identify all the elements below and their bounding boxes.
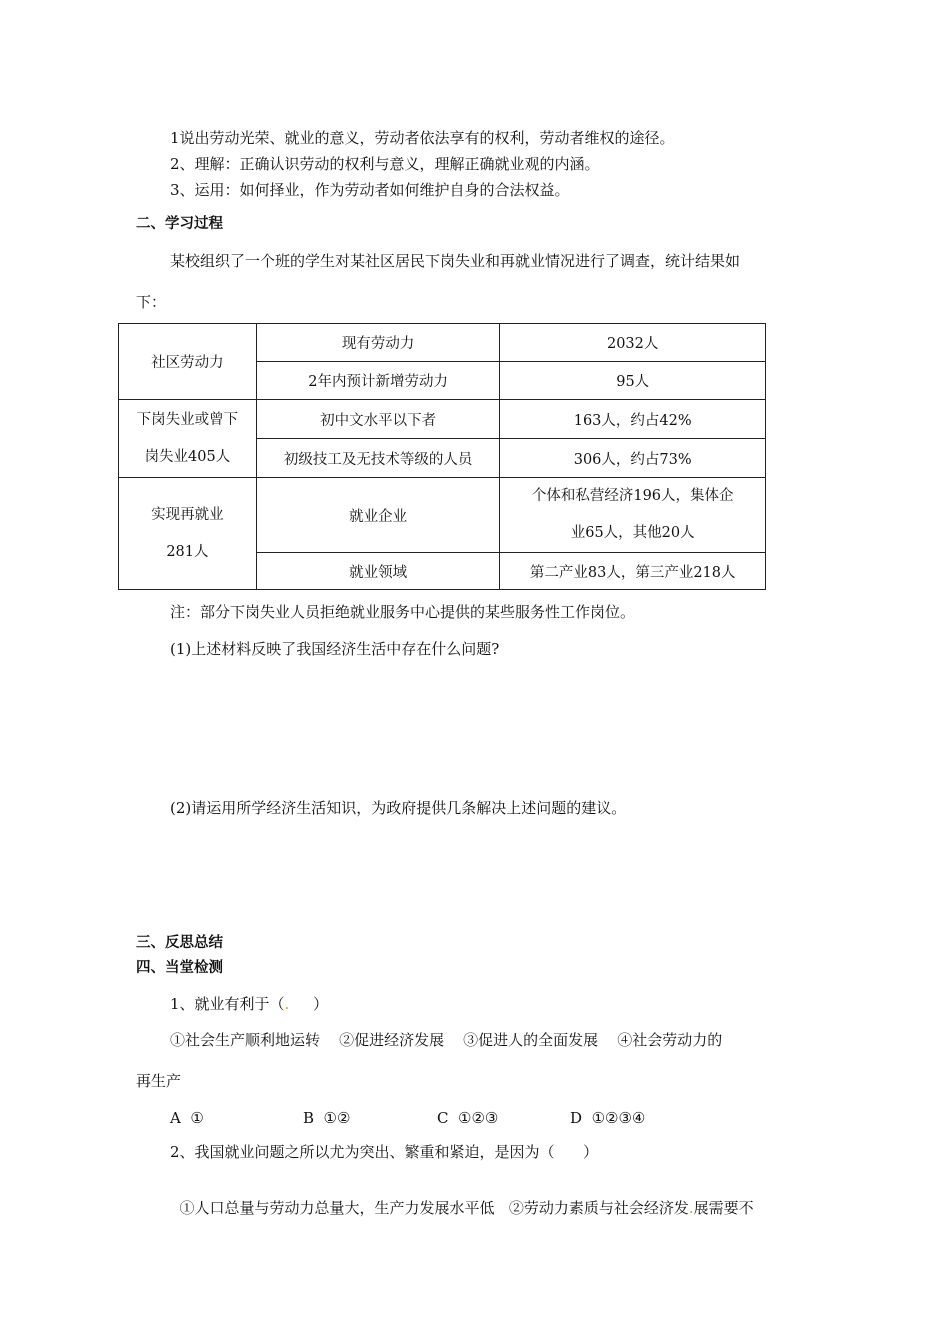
test-question-2-stem: 2、我国就业问题之所以尤为突出、繁重和紧迫，是因为（ ） xyxy=(170,1143,599,1161)
table-cell-value: 306人，约占73% xyxy=(500,439,766,478)
table-cell-value: 95人 xyxy=(500,362,766,400)
table-cell-item: 2年内预计新增劳动力 xyxy=(256,362,500,400)
table-note: 注：部分下岗失业人员拒绝就业服务中心提供的某些服务性工作岗位。 xyxy=(170,603,636,621)
objective-3: 3、运用：如何择业，作为劳动者如何维护自身的合法权益。 xyxy=(170,181,570,199)
stem-text: ） xyxy=(289,995,329,1013)
test-question-1-stem xyxy=(170,994,328,1014)
stem-text: 1、就业有利于（ xyxy=(170,995,285,1013)
choice-b: B ①② xyxy=(303,1109,351,1127)
table-cell-item: 就业领域 xyxy=(256,553,500,590)
intro-paragraph-line-1: 某校组织了一个班的学生对某社区居民下岗失业和再就业情况进行了调查，统计结果如 xyxy=(170,252,741,270)
choice-d: D ①②③④ xyxy=(570,1109,646,1127)
table-cell-item: 初中文水平以下者 xyxy=(256,400,500,439)
table-cell-value xyxy=(500,478,766,553)
section-heading-reflection: 三、反思总结 xyxy=(136,935,223,951)
table-label-line: 实现再就业 xyxy=(151,506,224,523)
question-1: (1)上述材料反映了我国经济生活中存在什么问题? xyxy=(170,640,500,658)
choice-c: C ①②③ xyxy=(437,1109,499,1127)
table-cell-item: 初级技工及无技术等级的人员 xyxy=(256,439,500,478)
options-text: ①人口总量与劳动力总量大，生产力发展水平低 ②劳动力素质与社会经济发 xyxy=(179,1199,689,1217)
choice-a: A ① xyxy=(170,1109,204,1127)
test-question-2-options xyxy=(170,1178,754,1218)
test-question-1-options-line-2: 再生产 xyxy=(136,1072,182,1090)
intro-paragraph-line-2: 下： xyxy=(136,293,167,311)
table-group-label-reemployed xyxy=(119,478,257,590)
table-cell-value: 2032人 xyxy=(500,324,766,362)
test-question-1-options-line-1: ①社会生产顺利地运转 ②促进经济发展 ③促进人的全面发展 ④社会劳动力的 xyxy=(170,1031,723,1049)
options-mark: . xyxy=(688,1199,694,1217)
table-group-label-laid-off xyxy=(119,400,257,478)
options-text: 展需要不 xyxy=(693,1199,754,1217)
question-2: (2)请运用所学经济生活知识，为政府提供几条解决上述问题的建议。 xyxy=(170,799,627,817)
objective-2: 2、理解：正确认识劳动的权利与意义，理解正确就业观的内涵。 xyxy=(170,155,600,173)
table-cell-value: 163人，约占42% xyxy=(500,400,766,439)
table-group-label-labor: 社区劳动力 xyxy=(119,324,257,400)
objective-1: 1说出劳动光荣、就业的意义，劳动者依法享有的权利，劳动者维权的途径。 xyxy=(170,129,675,147)
table-label-line: 下岗失业或曾下 xyxy=(136,411,239,428)
section-heading-learning-process: 二、学习过程 xyxy=(136,216,223,232)
table-cell-item: 现有劳动力 xyxy=(256,324,500,362)
section-heading-classroom-test: 四、当堂检测 xyxy=(136,960,223,976)
table-value-line: 业65人，其他20人 xyxy=(570,525,695,541)
table-value-line: 个体和私营经济196人，集体企 xyxy=(531,488,734,504)
stem-mark: . xyxy=(284,995,290,1013)
table-label-line: 岗失业405人 xyxy=(144,448,231,465)
table-cell-value: 第二产业83人，第三产业218人 xyxy=(500,553,766,590)
table-label-line: 281人 xyxy=(166,543,209,560)
table-cell-item: 就业企业 xyxy=(256,478,500,553)
survey-table xyxy=(118,323,766,590)
